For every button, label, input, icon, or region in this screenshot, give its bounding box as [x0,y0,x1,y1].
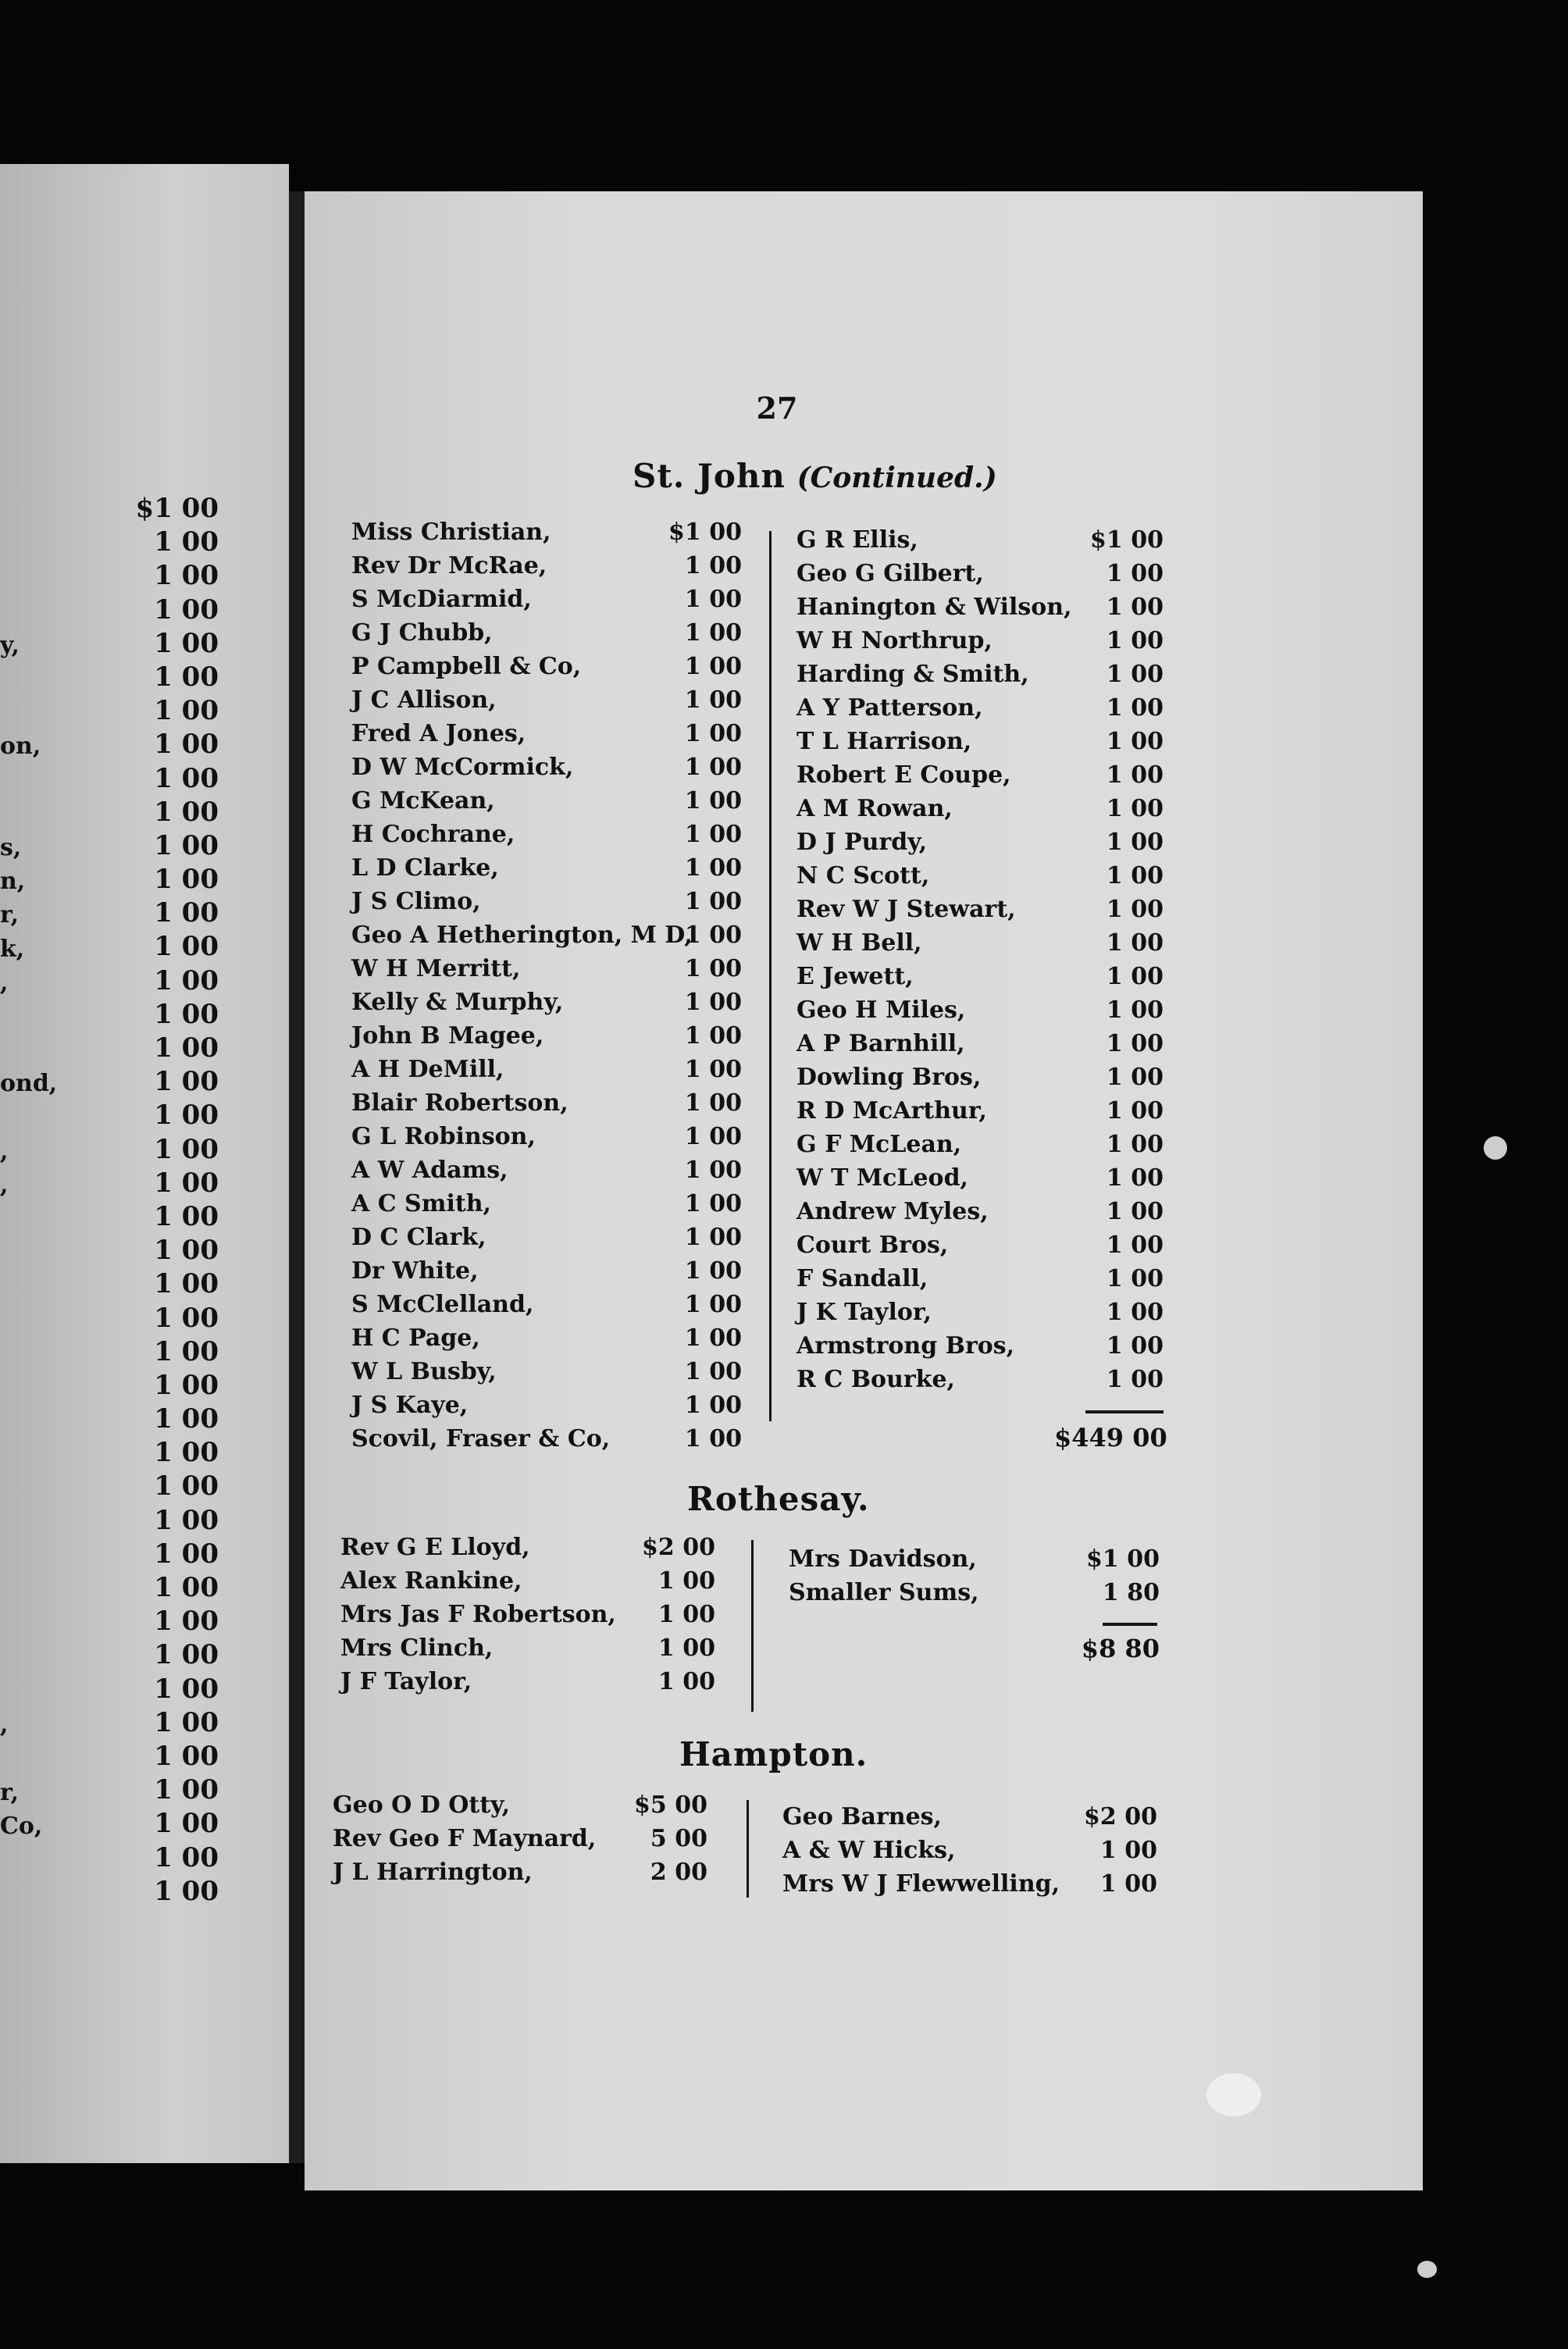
subscription-amount: 1 00 [684,1324,742,1352]
left-amount: 1 00 [154,1066,219,1098]
subscriber-row [796,691,1187,725]
scan-speck [1206,2073,1261,2116]
subscriber-row [796,624,1187,658]
subscriber-row [340,1665,715,1698]
subscriber-name: D W McCormick, [351,754,574,781]
subscriber-name: J K Taylor, [796,1299,932,1326]
subscriber-row [351,583,757,616]
subscription-amount: 1 00 [657,1601,715,1628]
subscription-amount: 1 00 [1106,1332,1164,1360]
subscriber-name: Rev Dr McRae, [351,552,547,579]
subscription-amount: 1 00 [684,1224,742,1251]
subscriber-row [351,1053,757,1086]
rothesay-right-column [789,1542,1164,1609]
scan-speck [1417,2261,1437,2278]
subscriber-name: A M Rowan, [796,795,953,822]
left-amount: 1 00 [154,864,219,896]
subscriber-name: J S Kaye, [351,1392,469,1419]
subscriber-name: G L Robinson, [351,1123,536,1150]
subscriber-row [351,1422,757,1456]
left-amount: 1 00 [154,1740,219,1772]
left-name-fragment: , [0,1171,9,1199]
subscriber-row [796,557,1187,590]
subscriber-name: A Y Patterson, [796,694,983,722]
subscription-amount: 2 00 [650,1859,707,1886]
subscriber-row [796,1027,1187,1060]
subscription-amount: 1 00 [684,1190,742,1217]
subscriber-row [796,792,1187,825]
subscription-amount: 1 00 [1106,1366,1164,1393]
subscriber-row [351,986,757,1019]
subscription-amount: $1 00 [668,519,742,546]
subscriber-row [351,515,757,549]
subscription-amount: 1 00 [684,552,742,579]
subscriber-row [796,1262,1187,1296]
left-amount: 1 00 [154,1673,219,1705]
subscription-amount: 1 00 [684,586,742,613]
left-amount: 1 00 [154,1470,219,1502]
subscriber-row [351,851,757,885]
subscription-amount: 1 00 [1099,1837,1157,1864]
subscription-amount: 1 00 [1106,627,1164,654]
left-amount: 1 00 [154,998,219,1030]
left-amount: 1 00 [154,661,219,693]
subscription-amount: 1 00 [684,787,742,814]
subscriber-name: Rev G E Lloyd, [340,1534,530,1561]
left-name-fragment: Co, [0,1812,43,1840]
left-name-fragment: , [0,1711,9,1739]
section-title-text: Rothesay. [687,1480,870,1518]
subscriber-row [351,918,757,952]
subscriber-row [789,1576,1164,1609]
subscriber-row [351,1019,757,1053]
subscriber-name: N C Scott, [796,862,930,889]
subscriber-name: W H Bell, [796,929,922,957]
subscriber-row [351,549,757,583]
subscriber-row [333,1788,715,1822]
left-amount: 1 00 [154,1606,219,1638]
left-amount: 1 00 [154,829,219,861]
subscriber-name: E Jewett, [796,963,914,990]
left-name-fragment: y, [0,631,20,659]
subscriber-row [782,1867,1165,1901]
subscription-amount: 1 00 [1106,1198,1164,1225]
subscriber-row [796,1060,1187,1094]
subscriber-name: Geo O D Otty, [333,1791,511,1819]
subscriber-name: W H Merritt, [351,955,521,982]
subscriber-name: H C Page, [351,1324,480,1352]
subscriber-row [351,1086,757,1120]
subscription-amount: 1 00 [1106,593,1164,621]
subscription-amount: 1 00 [684,1089,742,1117]
subscriber-name: Mrs Davidson, [789,1545,977,1573]
subscription-amount: $5 00 [634,1791,707,1819]
subscription-amount: 1 00 [684,989,742,1016]
subscriber-row [333,1855,715,1889]
left-amount: 1 00 [154,526,219,558]
rothesay-left-column [340,1531,715,1698]
subscriber-name: J F Taylor, [340,1668,472,1695]
left-name-fragment: ond, [0,1070,58,1098]
subscriber-name: A W Adams, [351,1157,508,1184]
subscriber-name: T L Harrison, [796,728,972,755]
subscriber-row [782,1834,1165,1867]
column-divider [769,531,772,1421]
subscriber-name: Alex Rankine, [340,1567,522,1595]
subscription-amount: 1 00 [1106,1064,1164,1091]
subscription-amount: 1 00 [684,1257,742,1285]
subscriber-name: Miss Christian, [351,519,551,546]
section-title-continued: (Continued.) [796,462,997,494]
subscriber-name: D J Purdy, [796,829,928,856]
subscription-amount: 1 00 [1106,761,1164,789]
subscriber-name: Rev Geo F Maynard, [333,1825,597,1852]
subscription-amount: 1 00 [1106,1232,1164,1259]
left-amount: 1 00 [154,1100,219,1132]
subscriber-row [351,1355,757,1388]
subscriber-name: A & W Hicks, [782,1837,956,1864]
subscription-amount: 1 00 [1106,896,1164,923]
subscriber-row [796,1161,1187,1195]
subscriber-row [351,784,757,818]
subscriber-name: J S Climo, [351,888,481,915]
left-amount: 1 00 [154,1504,219,1536]
subscriber-row [796,523,1187,557]
subscriber-name: J C Allison, [351,686,497,714]
subscriber-name: Dowling Bros, [796,1064,982,1091]
subscription-amount: 1 00 [1106,929,1164,957]
subscriber-row [796,926,1187,960]
subscription-amount: 1 00 [684,1291,742,1318]
left-amount: 1 00 [154,1774,219,1806]
left-amounts-column [86,492,219,1909]
subscription-amount: 1 00 [657,1634,715,1662]
subscription-amount: 1 00 [1106,862,1164,889]
subscriber-name: L D Clarke, [351,854,499,882]
subscriber-name: Smaller Sums, [789,1579,979,1606]
left-amount: 1 00 [154,1335,219,1367]
subscription-amount: 1 00 [684,1425,742,1453]
left-amount: 1 00 [154,1403,219,1435]
subscriber-row [796,1128,1187,1161]
subscriber-name: D C Clark, [351,1224,486,1251]
subscriber-row [789,1542,1164,1576]
left-name-fragment: r, [0,901,20,929]
hampton-left-column [333,1788,715,1889]
total-rule [1085,1410,1164,1413]
subscription-amount: 1 00 [1106,1131,1164,1158]
st-john-total: $449 00 [1054,1423,1167,1453]
subscriber-name: Armstrong Bros, [796,1332,1015,1360]
scan-speck [1484,1136,1507,1160]
subscription-amount: $1 00 [1090,526,1164,554]
subscription-amount: 1 00 [684,686,742,714]
subscription-amount: 1 00 [684,821,742,848]
left-name-fragment: , [0,968,9,996]
subscriber-name: Mrs Clinch, [340,1634,494,1662]
left-amount: 1 00 [154,1437,219,1469]
left-name-fragment: r, [0,1778,20,1806]
left-amount: 1 00 [154,931,219,963]
subscriber-name: Geo A Hetherington, M D, [351,921,693,949]
section-title-text: St. John [633,457,786,495]
left-name-fragment: , [0,1137,9,1165]
subscription-amount: 1 00 [1106,996,1164,1024]
subscriber-row [796,1228,1187,1262]
left-amount: 1 00 [154,1639,219,1671]
subscription-amount: 1 80 [1102,1579,1160,1606]
subscriber-name: Mrs W J Flewwelling, [782,1870,1060,1898]
subscriber-name: Geo G Gilbert, [796,560,984,587]
st-john-left-column [351,515,757,1456]
section-title-rothesay [687,1480,870,1518]
subscription-amount: 5 00 [650,1825,707,1852]
left-amount: 1 00 [154,1808,219,1840]
subscriber-row [340,1564,715,1598]
subscription-amount: $2 00 [1084,1803,1157,1830]
subscription-amount: 1 00 [684,1022,742,1050]
subscription-amount: 1 00 [684,1358,742,1385]
left-name-fragment: n, [0,868,26,896]
subscriber-row [796,1296,1187,1329]
left-amount: $1 00 [135,493,219,524]
left-amount: 1 00 [154,1235,219,1267]
left-amount: 1 00 [154,1841,219,1873]
subscriber-name: A P Barnhill, [796,1030,965,1057]
subscriber-name: Robert E Coupe, [796,761,1011,789]
subscriber-row [796,590,1187,624]
total-rule [1103,1623,1157,1626]
subscription-amount: 1 00 [1106,829,1164,856]
subscriber-name: W L Busby, [351,1358,497,1385]
subscriber-name: P Campbell & Co, [351,653,582,680]
subscription-amount: 1 00 [684,1056,742,1083]
subscription-amount: $2 00 [642,1534,715,1561]
subscriber-row [351,683,757,717]
subscriber-row [796,825,1187,859]
left-amount: 1 00 [154,1572,219,1603]
subscriber-name: Scovil, Fraser & Co, [351,1425,611,1453]
subscriber-row [796,893,1187,926]
subscription-amount: 1 00 [684,754,742,781]
subscriber-name: Geo H Miles, [796,996,966,1024]
subscriber-row [351,1388,757,1422]
subscriber-row [351,750,757,784]
left-amount: 1 00 [154,897,219,929]
subscriber-name: Andrew Myles, [796,1198,989,1225]
subscriber-name: Mrs Jas F Robertson, [340,1601,616,1628]
left-name-fragment: s, [0,834,22,861]
subscriber-name: Kelly & Murphy, [351,989,564,1016]
subscription-amount: 1 00 [684,619,742,647]
subscriber-row [351,1120,757,1153]
left-amount: 1 00 [154,560,219,592]
rothesay-total: $8 80 [1081,1634,1160,1663]
left-amount: 1 00 [154,1706,219,1738]
section-title-st-john [633,457,997,495]
left-amount: 1 00 [154,1875,219,1907]
subscriber-row [796,725,1187,758]
subscriber-name: Dr White, [351,1257,479,1285]
left-amount: 1 00 [154,964,219,996]
subscription-amount: 1 00 [1106,1097,1164,1125]
subscriber-name: S McDiarmid, [351,586,532,613]
subscription-amount: 1 00 [684,854,742,882]
subscription-amount: 1 00 [1106,661,1164,688]
subscriber-name: W T McLeod, [796,1164,968,1192]
subscription-amount: 1 00 [1106,1265,1164,1292]
subscription-amount: 1 00 [657,1668,715,1695]
subscription-amount: 1 00 [1106,560,1164,587]
subscriber-row [351,952,757,986]
left-amount: 1 00 [154,1032,219,1064]
subscription-amount: $1 00 [1086,1545,1160,1573]
subscription-amount: 1 00 [684,1392,742,1419]
subscriber-name: H Cochrane, [351,821,515,848]
subscriber-row [340,1631,715,1665]
subscription-amount: 1 00 [684,888,742,915]
subscription-amount: 1 00 [684,955,742,982]
subscriber-row [351,1288,757,1321]
subscriber-name: Harding & Smith, [796,661,1029,688]
subscriber-row [796,859,1187,893]
left-amount: 1 00 [154,627,219,659]
subscriber-row [782,1800,1165,1834]
left-amount: 1 00 [154,1200,219,1232]
subscriber-row [351,650,757,683]
subscriber-row [796,1363,1187,1396]
subscription-amount: 1 00 [684,921,742,949]
subscriber-row [796,1329,1187,1363]
subscriber-name: G F McLean, [796,1131,962,1158]
subscription-amount: 1 00 [1106,694,1164,722]
subscriber-name: Hanington & Wilson, [796,593,1072,621]
left-amount: 1 00 [154,695,219,727]
subscriber-row [351,616,757,650]
hampton-right-column [782,1800,1165,1901]
subscriber-row [340,1531,715,1564]
subscriber-name: J L Harrington, [333,1859,533,1886]
subscriber-name: G McKean, [351,787,495,814]
subscription-amount: 1 00 [1106,1164,1164,1192]
subscriber-row [796,1195,1187,1228]
subscriber-row [333,1822,715,1855]
left-name-fragment: k, [0,935,25,963]
book-spine [289,191,305,2163]
subscriber-row [796,1094,1187,1128]
left-amount: 1 00 [154,1268,219,1300]
subscription-amount: 1 00 [1106,1299,1164,1326]
subscription-amount: 1 00 [657,1567,715,1595]
subscriber-row [351,1221,757,1254]
subscriber-name: John B Magee, [351,1022,544,1050]
subscriber-row [796,993,1187,1027]
subscriber-row [351,818,757,851]
subscriber-name: Rev W J Stewart, [796,896,1016,923]
subscription-amount: 1 00 [1099,1870,1157,1898]
subscriber-row [351,1187,757,1221]
subscription-amount: 1 00 [684,1123,742,1150]
subscriber-name: A C Smith, [351,1190,491,1217]
subscriber-name: G R Ellis, [796,526,918,554]
left-amount: 1 00 [154,729,219,761]
subscription-amount: 1 00 [1106,728,1164,755]
subscription-amount: 1 00 [684,653,742,680]
subscriber-row [351,1254,757,1288]
subscriber-name: R D McArthur, [796,1097,987,1125]
subscriber-row [351,1321,757,1355]
subscriber-row [796,658,1187,691]
left-amount: 1 00 [154,796,219,828]
subscription-amount: 1 00 [1106,963,1164,990]
subscriber-name: Court Bros, [796,1232,949,1259]
subscriber-row [351,885,757,918]
left-page-fragment [0,164,289,2163]
page-number: 27 [756,390,798,426]
section-title-text: Hampton. [679,1735,868,1773]
st-john-right-column [796,523,1187,1396]
subscriber-name: W H Northrup, [796,627,992,654]
column-divider [751,1540,754,1712]
subscriber-row [351,1153,757,1187]
left-amount: 1 00 [154,1133,219,1165]
subscriber-row [796,960,1187,993]
subscription-amount: 1 00 [1106,795,1164,822]
subscription-amount: 1 00 [684,1157,742,1184]
subscriber-name: F Sandall, [796,1265,928,1292]
subscriber-name: R C Bourke, [796,1366,955,1393]
left-amount: 1 00 [154,1538,219,1570]
left-amount: 1 00 [154,1302,219,1334]
subscriber-row [796,758,1187,792]
left-amount: 1 00 [154,593,219,626]
subscriber-name: S McClelland, [351,1291,534,1318]
subscriber-name: Geo Barnes, [782,1803,942,1830]
section-title-hampton [679,1735,868,1773]
subscription-amount: 1 00 [1106,1030,1164,1057]
subscriber-name: A H DeMill, [351,1056,504,1083]
subscriber-name: Blair Robertson, [351,1089,568,1117]
column-divider [747,1800,749,1898]
subscriber-name: Fred A Jones, [351,720,526,747]
subscriber-row [340,1598,715,1631]
subscription-amount: 1 00 [684,720,742,747]
left-amount: 1 00 [154,1167,219,1199]
left-name-fragment: on, [0,733,41,761]
left-amount: 1 00 [154,1369,219,1401]
subscriber-name: G J Chubb, [351,619,493,647]
subscriber-row [351,717,757,750]
left-amount: 1 00 [154,762,219,794]
